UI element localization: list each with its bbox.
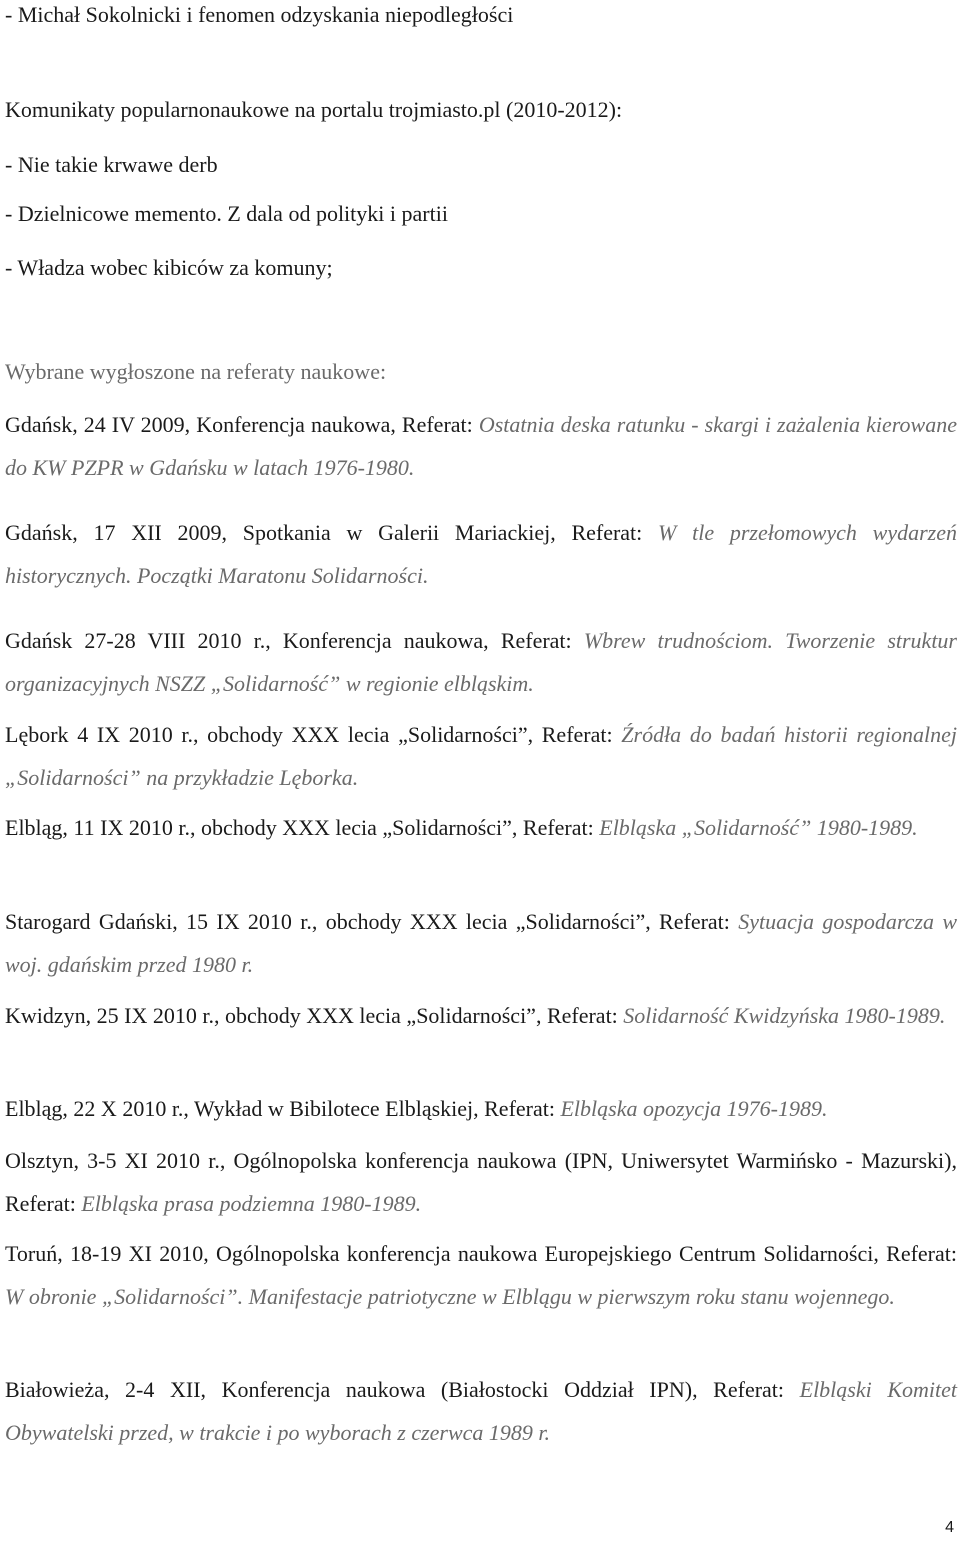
paper-entry [5, 1087, 957, 1130]
list-item: - Nie takie krwawe derb [5, 152, 218, 177]
paper-title: Sytuacja gospodarcza w woj. gdańskim przed 1980 r. [5, 909, 957, 977]
paper-title: Elbląska „Solidarność” 1980-1989. [599, 815, 918, 840]
paper-event: Starogard Gdański, 15 IX 2010 r., obchody XXX lecia „Solidarności”, Referat: [5, 909, 739, 934]
page-number: 4 [945, 1519, 954, 1536]
section-heading: Wybrane wygłoszone na referaty naukowe: [5, 359, 387, 384]
paper-title: Elbląski Komitet Obywatelski przed, w trakcie i po wyborach z czerwca 1989 r. [5, 1377, 957, 1445]
paper-entry [5, 994, 957, 1037]
paper-title: W obronie „Solidarności”. Manifestacje patriotyczne w Elblągu w pierwszym roku stanu wojennego. [5, 1284, 895, 1309]
section-heading: Komunikaty popularnonaukowe na portalu trojmiasto.pl (2010-2012): [5, 97, 623, 122]
paper-entry [5, 1139, 957, 1225]
paper-event: Białowieża, 2-4 XII, Konferencja naukowa (Białostocki Oddział IPN), Referat: [5, 1377, 800, 1402]
paper-title: W tle przełomowych wydarzeń historycznych. Początki Maratonu Solidarności. [5, 520, 957, 588]
paper-event: Elbląg, 11 IX 2010 r., obchody XXX lecia „Solidarności”, Referat: [5, 815, 600, 840]
paper-entry [5, 511, 957, 597]
paper-title: Elbląska opozycja 1976-1989. [560, 1096, 828, 1121]
paper-entry [5, 713, 957, 799]
paper-event: Lębork 4 IX 2010 r., obchody XXX lecia „Solidarności”, Referat: [5, 722, 622, 747]
list-item: - Michał Sokolnicki i fenomen odzyskania niepodległości [5, 2, 514, 27]
list-item: - Władza wobec kibiców za komuny; [5, 255, 333, 280]
paper-title: Źródła do badań historii regionalnej „Solidarności” na przykładzie Lęborka. [5, 722, 957, 790]
paper-entry [5, 1232, 957, 1318]
paper-event: Toruń, 18-19 XI 2010, Ogólnopolska konferencja naukowa Europejskiego Centrum Solidarności, Referat: [5, 1241, 957, 1266]
paper-title: Wbrew trudnościom. Tworzenie struktur organizacyjnych NSZZ „Solidarność” w regionie elbląskim. [5, 628, 957, 696]
paper-entry [5, 1368, 957, 1454]
paper-title: Solidarność Kwidzyńska 1980-1989. [623, 1003, 946, 1028]
paper-event: Gdańsk, 17 XII 2009, Spotkania w Galerii Mariackiej, Referat: [5, 520, 659, 545]
paper-entry [5, 619, 957, 705]
paper-event: Elbląg, 22 X 2010 r., Wykład w Bibilotece Elbląskiej, Referat: [5, 1096, 561, 1121]
paper-event: Gdańsk 27-28 VIII 2010 r., Konferencja naukowa, Referat: [5, 628, 584, 653]
paper-event: Gdańsk, 24 IV 2009, Konferencja naukowa, Referat: [5, 412, 479, 437]
paper-event: Olsztyn, 3-5 XI 2010 r., Ogólnopolska konferencja naukowa (IPN, Uniwersytet Warmińsko - Mazurski), Referat: [5, 1148, 957, 1216]
list-item: - Dzielnicowe memento. Z dala od polityki i partii [5, 201, 448, 226]
paper-event: Kwidzyn, 25 IX 2010 r., obchody XXX lecia „Solidarności”, Referat: [5, 1003, 624, 1028]
paper-title: Elbląska prasa podziemna 1980-1989. [81, 1191, 422, 1216]
paper-title: Ostatnia deska ratunku - skargi i zażalenia kierowane do KW PZPR w Gdańsku w latach 1976-1980. [5, 412, 957, 480]
paper-entry [5, 900, 957, 986]
paper-entry [5, 806, 957, 849]
paper-entry [5, 403, 957, 489]
